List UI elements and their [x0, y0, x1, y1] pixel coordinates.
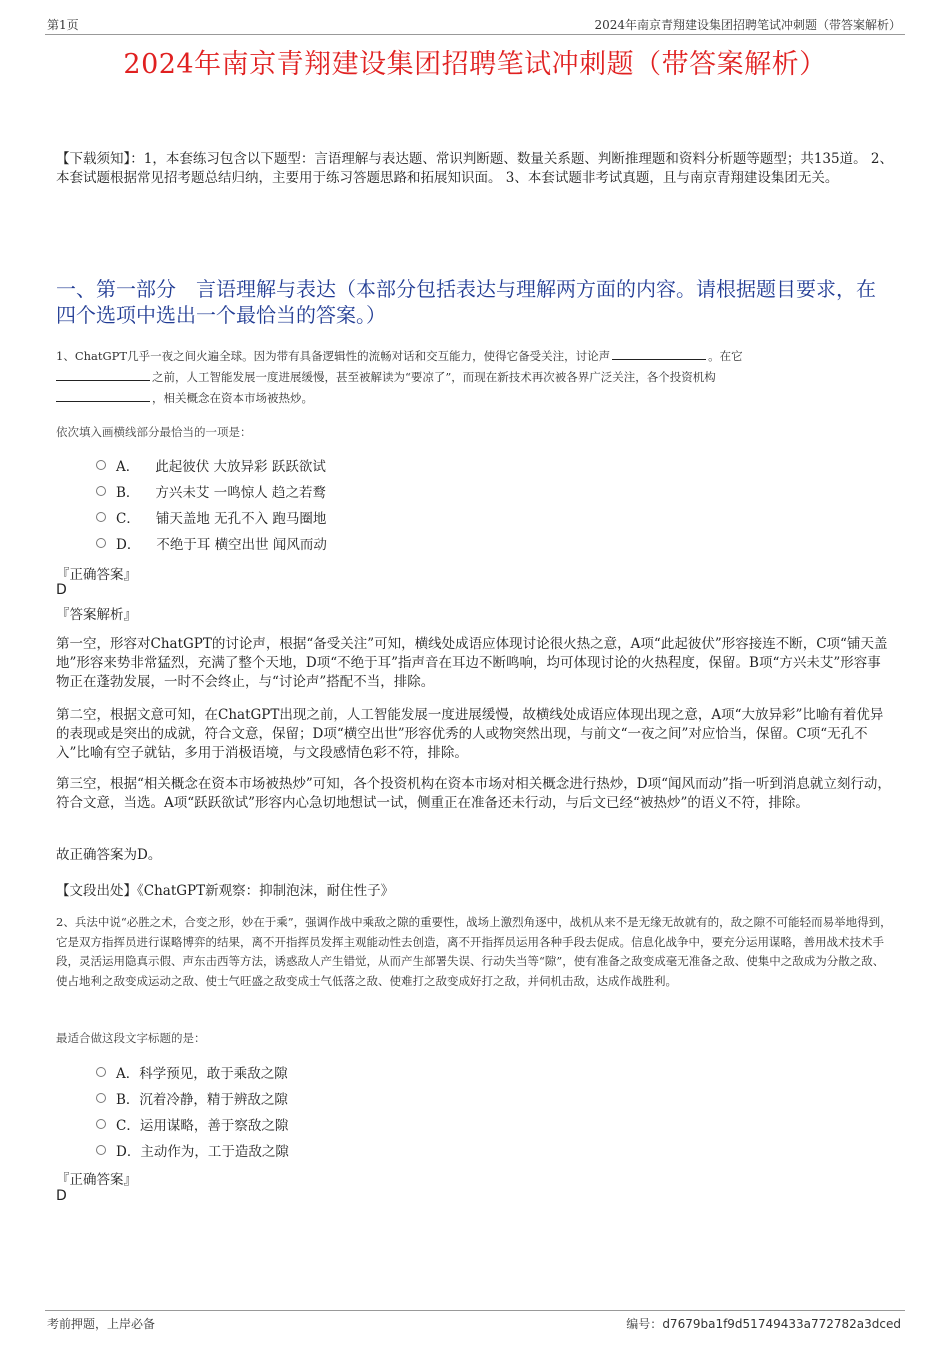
document-title: 2024年南京青翔建设集团招聘笔试冲刺题（带答案解析）	[123, 49, 827, 80]
analysis-label: 『答案解析』	[56, 607, 137, 623]
analysis-paragraph-1: 第一空，形容对ChatGPT的讨论声，根据“备受关注”可知，横线处成语应体现讨论很火热之意，A项“此起彼伏”形容接连不断，C项“铺天盖地”形容来势非常猛烈，充满了整个天地，D项“不绝于耳”指声音在耳边不断鸣响，均可体现讨论的火热程度，保留。B项“方兴未艾”形容事物正在蓬勃发展，一时不会终止，与“讨论声”搭配不当，排除。	[56, 636, 888, 690]
question-1-prompt: 依次填入画横线部分最恰当的一项是：	[56, 425, 252, 439]
footer-slogan: 考前押题，上岸必备	[47, 1317, 156, 1331]
option-c[interactable]: C． 铺天盖地 无孔不入 跑马圈地	[96, 504, 327, 530]
radio-circle-icon[interactable]	[96, 1145, 106, 1155]
question-1-options	[96, 452, 327, 556]
question-2-prompt: 最适合做这段文字标题的是：	[56, 1031, 206, 1045]
section-heading: 一、第一部分 言语理解与表达（本部分包括表达与理解两方面的内容。请根据题目要求，在四个选项中选出一个最恰当的答案。）	[56, 277, 876, 327]
page-number: 第1页	[47, 18, 79, 32]
answer-label: 『正确答案』	[56, 567, 137, 583]
passage-source: 【文段出处】《ChatGPT新观察：抑制泡沫，耐住性子》	[56, 883, 395, 899]
analysis-paragraph-2: 第二空，根据文意可知，在ChatGPT出现之前，人工智能发展一度进展缓慢，故横线处成语应体现出现之意，A项“大放异彩”比喻有着优异的表现或是突出的成就，符合文意，保留；D项“横空出世”形容优秀的人或物突然出现，与前文“一夜之间”对应恰当，保留。C项“无孔不入”比喻有空子就钻，多用于消极语境，与文段感情色彩不符，排除。	[56, 707, 884, 761]
answer-value: D	[56, 1188, 67, 1204]
option-d[interactable]: D． 不绝于耳 横空出世 闻风而动	[96, 530, 327, 556]
download-notice: 【下载须知】：1，本套练习包含以下题型：言语理解与表达题、常识判断题、数量关系题、判断推理题和资料分析题等题型；共135道。 2、本套试题根据常见招考题总结归纳，主要用于练习答题思路和拓展知识面。 3、本套试题非考试真题，且与南京青翔建设集团无关。	[56, 151, 893, 186]
question-1-stem: 1、ChatGPT几乎一夜之间火遍全球。因为带有具备逻辑性的流畅对话和交互能力，使得它备受关注，讨论声 。在它 之前，人工智能发展一度进展缓慢，甚至被解读为“要凉了”，而现在新技术再次被各界广泛关注，各个投资机构 ，相关概念在资本市场被热炒。	[56, 349, 743, 405]
answer-value: D	[56, 582, 67, 598]
option-b[interactable]: B． 方兴未艾 一鸣惊人 趋之若鹜	[96, 478, 327, 504]
option-a[interactable]: A． 此起彼伏 大放异彩 跃跃欲试	[96, 452, 327, 478]
radio-circle-icon[interactable]	[96, 460, 106, 470]
question-2-options	[96, 1059, 289, 1163]
radio-circle-icon[interactable]	[96, 1119, 106, 1129]
radio-circle-icon[interactable]	[96, 486, 106, 496]
fill-blank-2	[56, 368, 150, 381]
radio-circle-icon[interactable]	[96, 1067, 106, 1077]
analysis-paragraph-3: 第三空，根据“相关概念在资本市场被热炒”可知，各个投资机构在资本市场对相关概念进行热炒，D项“闻风而动”指一听到消息就立刻行动，符合文意，当选。A项“跃跃欲试”形容内心急切地想试一试，侧重正在准备还未行动，与后文已经“被热炒”的语义不符，排除。	[56, 776, 891, 811]
answer-label: 『正确答案』	[56, 1172, 137, 1188]
radio-circle-icon[interactable]	[96, 1093, 106, 1103]
page-header	[45, 14, 905, 35]
question-2-stem: 2、兵法中说“必胜之术，合变之形，妙在于乘”，强调作战中乘敌之隙的重要性，战场上激烈角逐中，战机从来不是无缘无故就有的，敌之隙不可能轻而易举地得到，它是双方指挥员进行谋略博弈的结果，离不开指挥员发挥主观能动性去创造，离不开指挥员运用各种手段去促成。信息化战争中，要充分运用谋略，善用战术技术手段，灵活运用隐真示假、声东击西等方法，诱惑敌人产生错觉，从而产生部署失误、行动失当等“隙”，使有准备之敌变成毫无准备之敌、使集中之敌成为分散之敌、使占地利之敌变成运动之敌、使士气旺盛之敌变成士气低落之敌、使难打之敌变成好打之敌，并伺机击敌，达成作战胜利。	[56, 915, 892, 988]
radio-circle-icon[interactable]	[96, 512, 106, 522]
footer-code: 编号：d7679ba1f9d51749433a772782a3dced	[626, 1317, 901, 1331]
fill-blank-1	[612, 347, 706, 360]
option-a[interactable]: A． 科学预见，敢于乘敌之隙	[96, 1059, 289, 1085]
analysis-conclusion: 故正确答案为D。	[56, 847, 162, 863]
header-doc-title: 2024年南京青翔建设集团招聘笔试冲刺题（带答案解析）	[594, 18, 901, 32]
option-c[interactable]: C． 运用谋略，善于察敌之隙	[96, 1111, 289, 1137]
radio-circle-icon[interactable]	[96, 538, 106, 548]
fill-blank-3	[56, 389, 150, 402]
option-b[interactable]: B． 沉着冷静，精于辨敌之隙	[96, 1085, 289, 1111]
page-footer	[45, 1310, 905, 1335]
option-d[interactable]: D． 主动作为，工于造敌之隙	[96, 1137, 289, 1163]
